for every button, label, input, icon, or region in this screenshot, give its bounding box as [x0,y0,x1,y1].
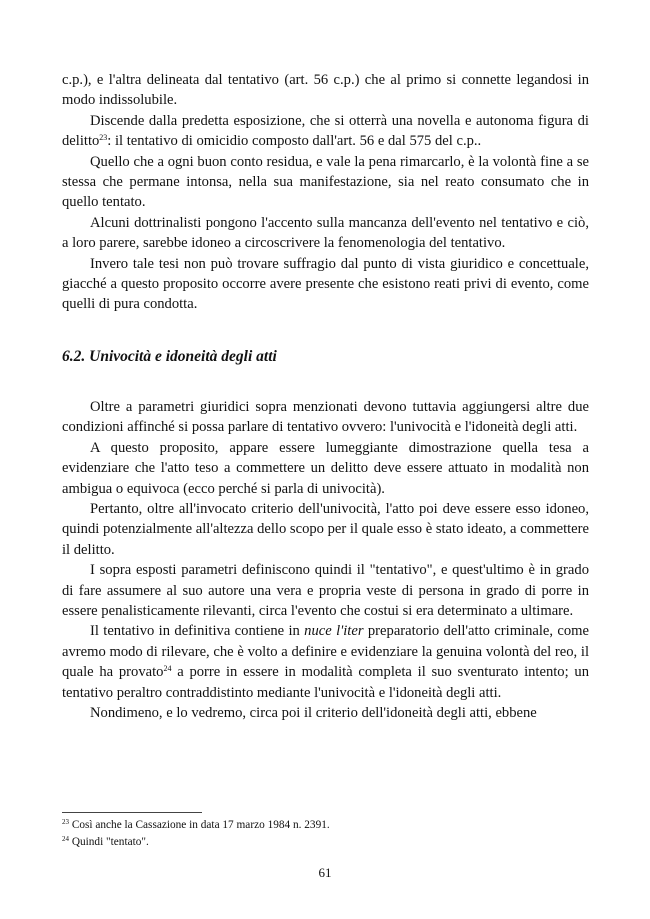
paragraph-text: Oltre a parametri giuridici sopra menzionati devono tuttavia aggiungersi altre due condizioni affinché si possa parlare di tentativo ovvero: l'univocità e l'idoneità degli atti. [62,398,589,436]
footnote-24 [62,834,589,851]
footnote-23 [62,817,589,834]
paragraph [62,111,589,152]
section-heading: 6.2. Univocità e idoneità degli atti [62,347,277,365]
paragraph [62,621,589,703]
footnote-mark: 24 [62,835,69,843]
paragraph-text: Discende dalla predetta esposizione, che si otterrà una novella e autonoma figura di delitto [62,112,589,150]
footnote-separator [62,812,202,813]
paragraph-text: preparatorio dell'atto criminale, come avremo modo di rilevare, che è volto a definire e evidenziare la genuina volontà del reo, il quale ha provato [62,623,590,681]
paragraph [62,438,589,499]
paragraph [62,397,589,438]
page-number: 61 [318,865,332,880]
page-body [62,70,589,723]
paragraph-text: I sopra esposti parametri definiscono quindi il "tentativo", e quest'ultimo è in grado di fare assumere al suo autore una vera e propria veste di persona in grado di porre in essere penalisticamente rilevanti, circa l'evento che costui si era determinato a ultimare. [62,562,589,619]
footnote-text: Così anche la Cassazione in data 17 marzo 1984 n. 2391. [69,819,330,831]
paragraph-text: Invero tale tesi non può trovare suffragio dal punto di vista giuridico e concettuale, giacché a questo proposito occorre avere presente che esistono reati privi di evento, come quelli di pura condotta. [62,255,589,313]
paragraph [62,70,589,111]
paragraph [62,499,589,560]
paragraph [62,152,589,213]
paragraph-text: Nondimeno, e lo vedremo, circa poi il criterio dell'idoneità degli atti, ebbene [90,704,537,721]
footnote-text: Quindi "tentato". [69,836,149,848]
paragraph [62,703,589,723]
paragraph-text: Pertanto, oltre all'invocato criterio dell'univocità, l'atto poi deve essere esso idoneo, quindi potenzialmente all'altezza dello scopo per il quale esso è stato ideato, a commettere il delitto. [62,500,589,558]
paragraph-text: a porre in essere in modalità completa il suo sventurato intento; un tentativo peraltro contraddistinto mediante l'univocità e l'idoneità degli atti. [62,664,589,701]
paragraph-text: Quello che a ogni buon conto residua, e vale la pena rimarcarlo, è la volontà fine a se stessa che permane intonsa, nella sua manifestazione, sia nel reato consumato che in quello tentato. [62,153,589,211]
paragraph [62,254,589,315]
paragraph-text: Il tentativo in definitiva contiene in [90,623,305,640]
footnote-mark: 23 [62,818,69,826]
italic-latin-phrase: nuce l'iter [304,623,364,640]
paragraph-text: Alcuni dottrinalisti pongono l'accento sulla mancanza dell'evento nel tentativo e ciò, a loro parere, sarebbe idoneo a circoscrivere la fenomenologia del tentativo. [62,214,589,252]
paragraph-text: : il tentativo di omicidio composto dall'art. 56 e dal 575 del c.p.. [107,133,482,150]
paragraph-text: c.p.), e l'altra delineata dal tentativo (art. 56 c.p.) che al primo si connette legandosi in modo indissolubile. [62,72,589,109]
footnote-reference-23[interactable]: 23 [99,133,108,143]
paragraph [62,213,589,254]
footnotes [62,817,589,851]
footnote-reference-24[interactable]: 24 [163,664,172,674]
paragraph-text: A questo proposito, appare essere lumeggiante dimostrazione quella tesa a evidenziare che l'atto teso a commettere un delitto deve essere attuato in modalità non ambigua o equivoca (ecco perché si parla di univocità). [62,439,589,497]
paragraph [62,560,589,621]
